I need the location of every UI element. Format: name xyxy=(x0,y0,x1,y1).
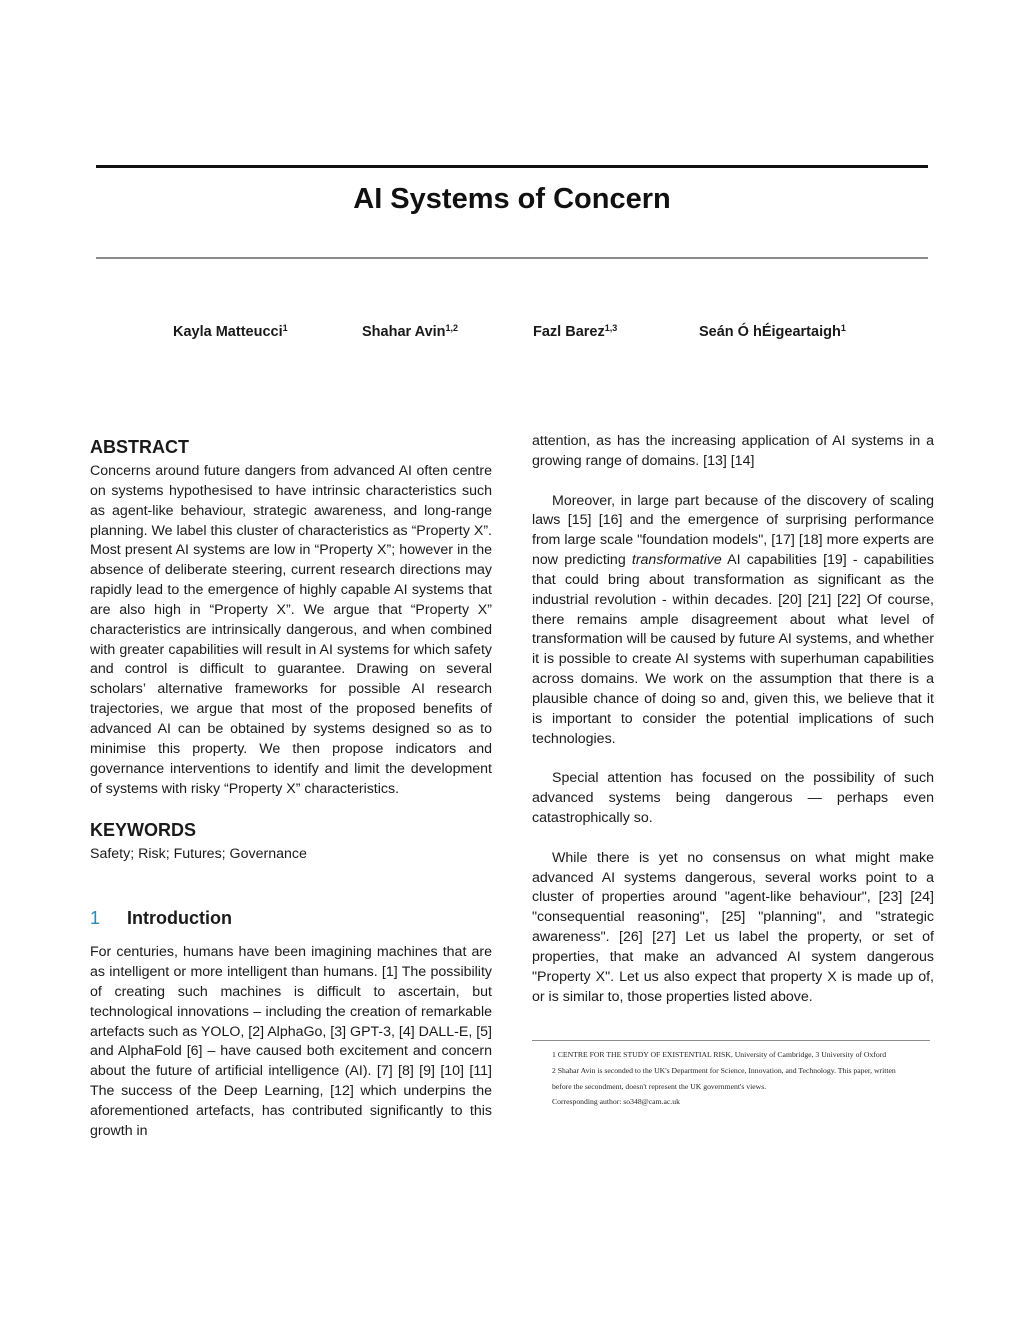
left-column xyxy=(90,432,492,1142)
introduction-paragraph-2 xyxy=(532,492,934,750)
keywords-text: Safety; Risk; Futures; Governance xyxy=(90,846,307,863)
paragraph-text: Moreover, in large part because of the discovery of scaling laws [15] [16] and the emergence of surprising performance from large scale "foundation models", [17] [18] more experts are now predicting xyxy=(532,492,934,569)
author-affiliation: 1 xyxy=(840,323,846,333)
author-name: Kayla Matteucci xyxy=(173,324,283,340)
author-2 xyxy=(362,324,458,340)
footnotes xyxy=(552,1047,932,1110)
introduction-paragraph-3: Special attention has focused on the possibility of such advanced systems being dangerous — perhaps even catastrophically so. xyxy=(532,770,934,827)
paper-title: AI Systems of Concern xyxy=(353,183,671,215)
footnote-secondment-continued: before the secondment, doesn't represent the UK government's views. xyxy=(552,1081,767,1091)
right-column xyxy=(532,432,934,1007)
abstract-heading: ABSTRACT xyxy=(90,437,189,457)
author-name: Shahar Avin xyxy=(362,324,446,340)
abstract-text: Concerns around future dangers from advanced AI often centre on systems hypothesised to have intrinsic characteristics such as agent-like behaviour, strategic awareness, and long-range planning. We label this cluster of characteristics as “Property X”. Most present AI systems are low in “Property X”; however in the absence of deliberate steering, current research directions may rapidly lead to the emergence of highly capable AI systems that are also high in “Property X”. We argue that “Property X” characteristics are intrinsically dangerous, and when combined with greater capabilities will result in AI systems for which safety and control is difficult to guarantee. Drawing on several scholars’ alternative frameworks for possible AI research trajectories, we argue that most of the proposed benefits of advanced AI can be obtained by systems designed so as to minimise this property. We then propose indicators and governance interventions to identify and limit the development of systems with risky “Property X” characteristics. xyxy=(90,463,492,797)
footnote-affiliations: 1 CENTRE FOR THE STUDY OF EXISTENTIAL RISK, University of Cambridge, 3 University of Oxford xyxy=(552,1050,887,1059)
title-bottom-rule xyxy=(96,257,928,259)
footnote-corresponding-author: Corresponding author: so348@cam.ac.uk xyxy=(552,1097,680,1107)
author-affiliation: 1 xyxy=(282,323,288,333)
introduction-paragraph-1: For centuries, humans have been imagining machines that are as intelligent or more intelligent than humans. [1] The possibility of creating such machines is difficult to ascertain, but technological innovations – including the creation of remarkable artefacts such as YOLO, [2] AlphaGo, [3] GPT-3, [4] DALL-E, [5] and AlphaFold [6] – have caused both excitement and concern about the future of artificial intelligence (AI). [7] [8] [9] [10] [11] The success of the Deep Learning, [12] which underpins the aforementioned artefacts, has contributed significantly to this growth in xyxy=(90,944,492,1139)
introduction-paragraph-4: While there is yet no consensus on what might make advanced AI systems dangerous, several works point to a cluster of properties around "agent-like behaviour", [23] [24] "consequential reasoning", [25] "planning", and "strategic awareness". [26] [27] Let us label the property, or set of properties, that make an advanced AI system dangerous "Property X". Let us also expect that property X is made up of, or is similar to, those properties listed above. xyxy=(532,849,934,1005)
introduction-heading xyxy=(90,903,492,933)
introduction-paragraph-1-continued: attention, as has the increasing application of AI systems in a growing range of domains. [13] [14] xyxy=(532,433,934,469)
footnote-separator xyxy=(532,1040,930,1041)
author-affiliation: 1,3 xyxy=(604,323,618,333)
author-affiliation: 1,2 xyxy=(445,323,459,333)
keywords-heading: KEYWORDS xyxy=(90,820,197,841)
author-4 xyxy=(699,324,846,340)
footnote-secondment: 2 Shahar Avin is seconded to the UK's Department for Science, Innovation, and Technology. This paper, written xyxy=(552,1065,896,1075)
emphasized-text: transformative xyxy=(631,552,722,569)
section-title: Introduction xyxy=(127,908,232,929)
author-1 xyxy=(173,324,288,340)
title-top-rule xyxy=(96,165,928,168)
author-name: Seán Ó hÉigeartaigh xyxy=(699,324,841,340)
author-name: Fazl Barez xyxy=(533,324,605,340)
author-3 xyxy=(533,324,617,340)
paragraph-text: AI capabilities [19] - capabilities that could bring about transformation as significant as the industrial revolution - within decades. [20] [21] [22] Of course, there remains ample disagreement about what level of transformation will be caused by future AI systems, and whether it is possible to create AI systems with superhuman capabilities across domains. We work on the assumption that there is a plausible chance of doing so and, given this, we believe that it is important to consider the potential implications of such technologies. xyxy=(532,552,934,747)
section-number: 1 xyxy=(90,908,101,929)
